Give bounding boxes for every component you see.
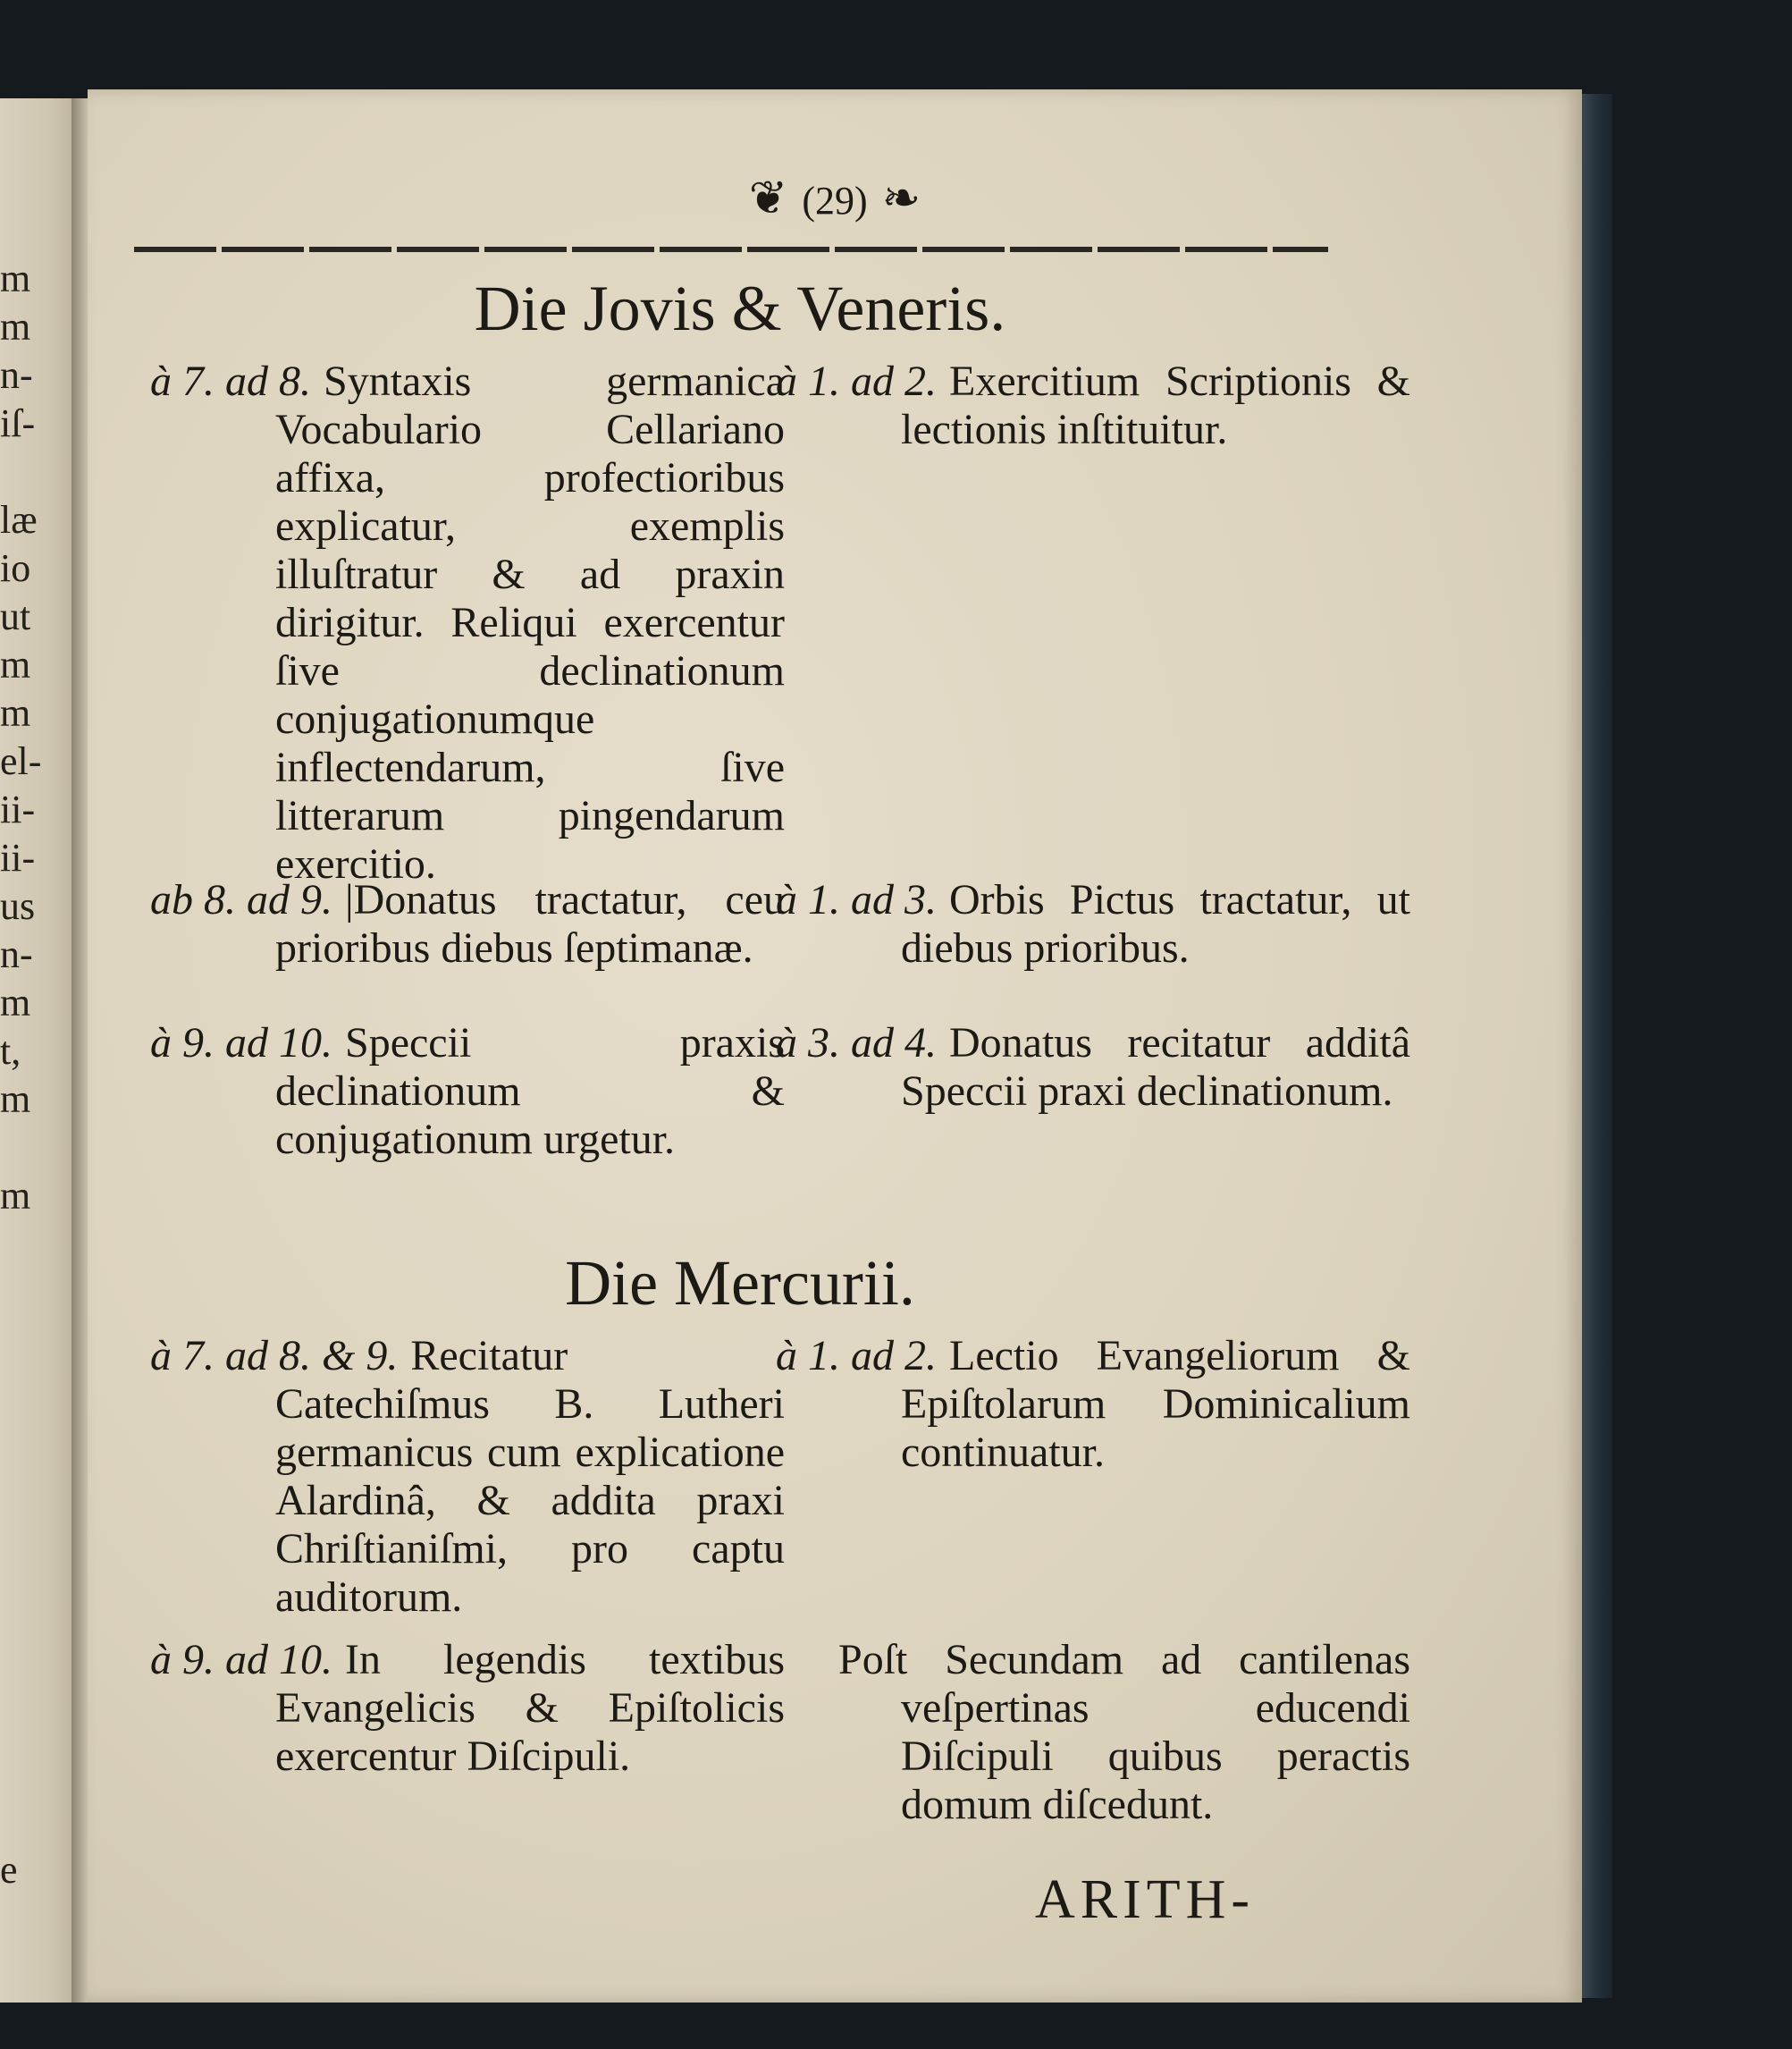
schedule-entry — [150, 1332, 785, 1636]
schedule-left-column — [150, 358, 785, 1163]
schedule-entry — [150, 876, 785, 1019]
facing-page-text: us — [0, 887, 36, 926]
entry-time: à 1. ad 2. — [776, 358, 937, 405]
section-heading: Die Jovis & Veneris. — [474, 273, 1006, 344]
facing-page-fragment — [0, 98, 82, 2003]
facing-page-text: læ — [0, 501, 38, 540]
page-header — [88, 172, 1582, 225]
entry-time: ab 8. ad 9. — [150, 876, 332, 923]
entry-time: à 9. ad 10. — [150, 1019, 332, 1067]
facing-page-text: n- — [0, 356, 33, 395]
facing-page-text: e — [0, 1851, 18, 1890]
schedule-entry — [150, 358, 785, 888]
facing-page-text: ut — [0, 597, 31, 637]
facing-page-text: m — [0, 1176, 31, 1216]
schedule-entry — [776, 876, 1410, 1019]
ornament-right-icon: ❧ — [881, 173, 921, 224]
section-heading: Die Mercurii. — [565, 1247, 915, 1319]
entry-text: Lectio Evangeliorum & Epiſtolarum Dominicalium continuatur. — [901, 1332, 1410, 1476]
book-page — [88, 89, 1582, 2003]
schedule-right-column — [776, 358, 1410, 1171]
schedule-entry — [776, 358, 1410, 876]
facing-page-text: m — [0, 259, 31, 299]
schedule-entry — [838, 1636, 1410, 1842]
schedule-entry — [776, 1019, 1410, 1171]
header-rule — [134, 247, 1328, 252]
facing-page-text: el- — [0, 742, 42, 781]
entry-time: à 9. ad 10. — [150, 1636, 332, 1683]
schedule-entry — [150, 1019, 785, 1163]
facing-page-text: ii- — [0, 790, 36, 830]
schedule-entry — [150, 1636, 785, 1833]
facing-page-text: m — [0, 694, 31, 733]
book-cover-edge — [1582, 94, 1612, 1998]
entry-time: à 1. ad 2. — [776, 1332, 937, 1379]
entry-text: Speccii praxis declinationum & conjugationum urgetur. — [275, 1019, 785, 1163]
facing-page-text: t, — [0, 1032, 21, 1071]
entry-text: Orbis Pictus tractatur, ut diebus prioribus. — [901, 876, 1410, 972]
page-number: (29) — [802, 179, 868, 223]
facing-page-text: m — [0, 308, 31, 347]
facing-page-text: ii- — [0, 839, 36, 878]
schedule-left-column — [150, 1332, 785, 1833]
facing-page-text: m — [0, 983, 31, 1023]
facing-page-text: n- — [0, 935, 33, 974]
ornament-left-icon: ❦ — [748, 173, 788, 224]
entry-text: Donatus recitatur additâ Speccii praxi declinationum. — [901, 1019, 1410, 1115]
entry-time: à 7. ad 8. & 9. — [150, 1332, 399, 1379]
entry-time: à 1. ad 3. — [776, 876, 937, 923]
facing-page-text: iſ- — [0, 404, 36, 443]
schedule-right-column — [776, 1332, 1410, 1842]
entry-text: Syntaxis germanica Vocabulario Cellariano affixa, profectioribus explicatur, exemplis illuſtratur & ad praxin dirigitur. Reliqui exercentur ſive declinationum conjugationumque inflectendarum, ſive litterarum pingendarum exercitio. — [275, 358, 785, 888]
catchword: ARITH- — [1035, 1869, 1256, 1930]
entry-time: à 7. ad 8. — [150, 358, 311, 405]
facing-page-text: m — [0, 1080, 31, 1119]
entry-text: In legendis textibus Evangelicis & Epiſtolicis exercentur Diſcipuli. — [275, 1636, 785, 1780]
entry-text: Exercitium Scriptionis & lectionis inſtituitur. — [901, 358, 1410, 453]
schedule-entry — [776, 1332, 1410, 1636]
facing-page-text: m — [0, 645, 31, 685]
entry-text: Recitatur Catechiſmus B. Lutheri germanicus cum explicatione Alardinâ, & addita praxi Chriſtianiſmi, pro captu auditorum. — [275, 1332, 785, 1621]
entry-text: |Donatus tractatur, ceu prioribus diebus ſeptimanæ. — [275, 876, 785, 972]
facing-page-text: io — [0, 549, 31, 588]
entry-time: à 3. ad 4. — [776, 1019, 937, 1067]
entry-text: Poſt Secundam ad cantilenas veſpertinas educendi Diſcipuli quibus peractis domum diſcedunt. — [838, 1636, 1410, 1828]
